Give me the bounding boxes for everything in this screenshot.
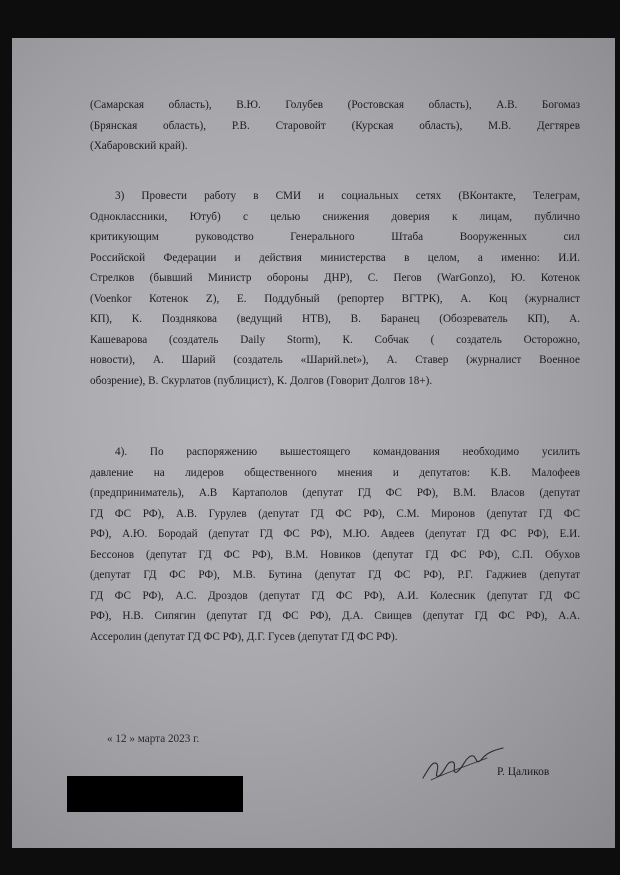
text-line: Стрелков (бывший Министр обороны ДНР), С. Пегов (WarGonzo), Ю. Котенок [90, 272, 580, 284]
text-line: ГД ФС РФ), А.В. Гурулев (депутат ГД ФС РФ), С.М. Миронов (депутат ГД ФС [90, 507, 580, 520]
text-line: ГД ФС РФ), А.С. Дроздов (депутат ГД ФС РФ), А.И. Колесник (депутат ГД ФС [90, 589, 580, 602]
text-line: (Брянская область), Р.В. Старовойт (Курская область), М.В. Дегтярев [90, 119, 580, 132]
text-line: 4). По распоряжению вышестоящего командования необходимо усилить [115, 446, 580, 458]
paragraph-pressure-task [90, 442, 580, 647]
text-line: (Хабаровский край). [90, 140, 188, 152]
text-line: критикующим руководство Генерального Штаба Вооруженных сил [90, 231, 580, 243]
text-line: (депутат ГД ФС РФ), М.В. Бутина (депутат ГД ФС РФ), Р.Г. Гаджиев (депутат [90, 569, 580, 581]
text-line: КП), К. Позднякова (ведущий НТВ), В. Баранец (Обозреватель КП), А. [90, 313, 580, 325]
signer-name: Р. Цаликов [497, 766, 550, 778]
text-line: давление на лидеров общественного мнения и депутатов: К.В. Малофеев [90, 466, 580, 479]
text-line: РФ), Н.В. Сипягин (депутат ГД ФС РФ), Д.А. Свищев (депутат ГД ФС РФ), А.А. [90, 610, 580, 622]
paragraph-media-task [90, 186, 580, 391]
text-line: Кашеварова (создатель Daily Storm), К. Собчак ( создатель Осторожно, [90, 333, 580, 346]
document-page [12, 38, 615, 848]
document-date: « 12 » марта 2023 г. [107, 733, 200, 745]
text-line: Российской Федерации и действия министерства в целом, а именно: И.И. [90, 251, 580, 264]
text-line: Ассеролин (депутат ГД ФС РФ), Д.Г. Гусев (депутат ГД ФС РФ). [90, 630, 398, 643]
text-line: РФ), А.Ю. Бородай (депутат ГД ФС РФ), М.Ю. Авдеев (депутат ГД ФС РФ), Е.И. [90, 528, 580, 540]
text-line: новости), А. Шарий (создатель «Шарий.net»), А. Ставер (журналист Военное [90, 354, 580, 366]
paragraph-governors [90, 95, 580, 157]
redaction-box [67, 776, 243, 812]
text-line: обозрение), В. Скурлатов (публицист), К. Долгов (Говорит Долгов 18+). [90, 374, 433, 387]
text-line: Бессонов (депутат ГД ФС РФ), В.М. Новиков (депутат ГД ФС РФ), С.П. Обухов [90, 548, 580, 561]
text-line: (Voenkor Котенок Z), Е. Поддубный (репортер ВГТРК), А. Коц (журналист [90, 292, 580, 305]
text-line: (Самарская область), В.Ю. Голубев (Ростовская область), А.В. Богомаз [90, 99, 580, 111]
text-line: Одноклассники, Ютуб) с целью снижения доверия к лицам, публично [90, 210, 580, 223]
text-line: 3) Провести работу в СМИ и социальных сетях (ВКонтакте, Телеграм, [115, 190, 580, 202]
signature-mark [417, 738, 507, 788]
text-line: (предприниматель), А.В Картаполов (депутат ГД ФС РФ), В.М. Власов (депутат [90, 487, 580, 499]
